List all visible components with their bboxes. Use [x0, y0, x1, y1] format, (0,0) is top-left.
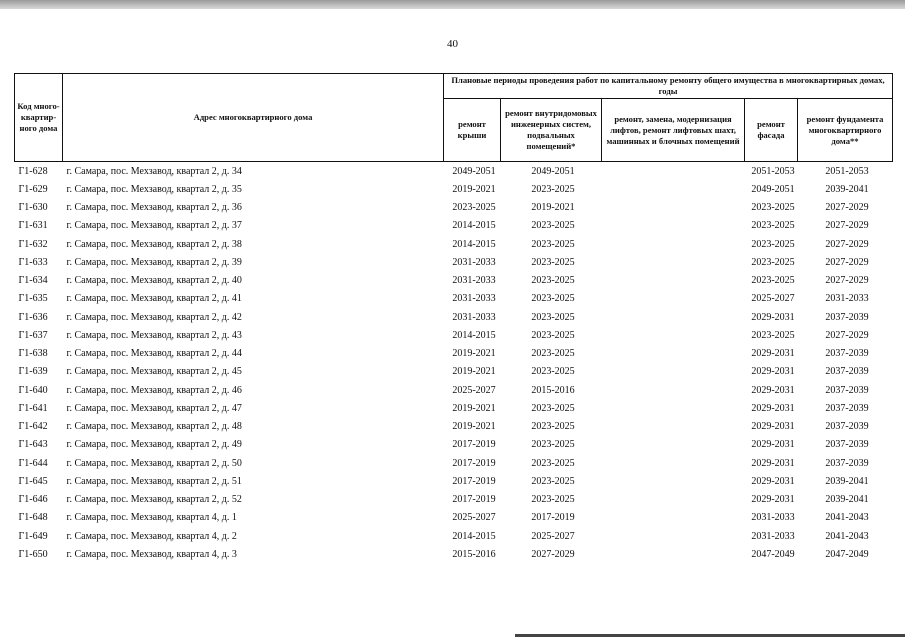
table-body	[15, 162, 893, 564]
cell-code: Г1-639	[18, 366, 48, 378]
cell-facade: 2029-2031	[751, 421, 795, 433]
cell-systems: 2023-2025	[531, 311, 575, 323]
header-systems: ремонт внутридомовых инженерных систем, подвальных помещений*	[501, 99, 602, 162]
cell-facade: 2051-2053	[745, 162, 798, 181]
cell-lifts	[602, 180, 745, 198]
cell-address: г. Самара, пос. Мехзавод, квартал 4, д. 2	[66, 530, 237, 542]
cell-foundation: 2037-2039	[825, 421, 869, 433]
cell-facade: 2029-2031	[751, 457, 795, 469]
cell-foundation: 2037-2039	[825, 439, 869, 451]
cell-code: Г1-637	[18, 329, 48, 341]
cell-code: Г1-633	[18, 256, 48, 268]
cell-lifts	[602, 399, 745, 417]
cell-systems: 2017-2019	[531, 512, 575, 524]
cell-address: г. Самара, пос. Мехзавод, квартал 2, д. 37	[66, 220, 242, 232]
cell-systems: 2019-2021	[531, 202, 575, 214]
cell-roof: 2015-2016	[452, 548, 496, 560]
cell-lifts	[602, 253, 745, 271]
cell-address: г. Самара, пос. Мехзавод, квартал 2, д. 34	[63, 162, 444, 181]
cell-address: г. Самара, пос. Мехзавод, квартал 2, д. 50	[66, 457, 242, 469]
cell-roof: 2031-2033	[452, 256, 496, 268]
cell-facade: 2023-2025	[751, 329, 795, 341]
header-address: Адрес многоквартирного дома	[63, 74, 444, 162]
table-row	[15, 272, 893, 290]
cell-foundation: 2039-2041	[825, 494, 869, 506]
cell-facade: 2029-2031	[751, 494, 795, 506]
cell-systems: 2023-2025	[531, 421, 575, 433]
table-row	[15, 326, 893, 344]
cell-systems: 2023-2025	[531, 238, 575, 250]
cell-lifts	[602, 418, 745, 436]
cell-facade: 2047-2049	[751, 548, 795, 560]
cell-roof: 2025-2027	[452, 512, 496, 524]
cell-address: г. Самара, пос. Мехзавод, квартал 2, д. 44	[66, 348, 242, 360]
cell-address: г. Самара, пос. Мехзавод, квартал 2, д. 45	[66, 366, 242, 378]
cell-foundation: 2041-2043	[825, 512, 869, 524]
cell-address: г. Самара, пос. Мехзавод, квартал 2, д. 49	[66, 439, 242, 451]
header-roof: ремонт крыши	[444, 99, 501, 162]
header-lifts: ремонт, замена, модернизация лифтов, ремонт лифтовых шахт, машинных и блочных помещений	[602, 99, 745, 162]
cell-lifts	[602, 290, 745, 308]
table-row	[15, 180, 893, 198]
cell-lifts	[602, 162, 745, 181]
table-row	[15, 235, 893, 253]
cell-code: Г1-642	[18, 421, 48, 433]
cell-roof: 2014-2015	[452, 238, 496, 250]
cell-systems: 2049-2051	[501, 162, 602, 181]
cell-systems: 2023-2025	[531, 348, 575, 360]
cell-lifts	[602, 308, 745, 326]
cell-foundation: 2027-2029	[825, 202, 869, 214]
cell-foundation: 2047-2049	[825, 548, 869, 560]
cell-address: г. Самара, пос. Мехзавод, квартал 2, д. 51	[66, 475, 242, 487]
cell-lifts	[602, 381, 745, 399]
header-periods: Плановые периоды проведения работ по капитальному ремонту общего имущества в многоквартирных домах, годы	[444, 74, 893, 99]
cell-address: г. Самара, пос. Мехзавод, квартал 2, д. 38	[66, 238, 242, 250]
cell-code: Г1-636	[18, 311, 48, 323]
cell-roof: 2023-2025	[452, 202, 496, 214]
cell-code: Г1-650	[18, 548, 48, 560]
cell-foundation: 2027-2029	[825, 275, 869, 287]
cell-code: Г1-641	[18, 402, 48, 414]
cell-code: Г1-640	[18, 384, 48, 396]
cell-foundation: 2037-2039	[825, 457, 869, 469]
table-row	[15, 253, 893, 271]
table-row	[15, 381, 893, 399]
cell-systems: 2023-2025	[531, 494, 575, 506]
cell-foundation: 2027-2029	[825, 329, 869, 341]
table-row	[15, 399, 893, 417]
cell-roof: 2017-2019	[452, 475, 496, 487]
cell-facade: 2031-2033	[751, 530, 795, 542]
table-row	[15, 509, 893, 527]
cell-address: г. Самара, пос. Мехзавод, квартал 2, д. 35	[66, 183, 242, 195]
cell-systems: 2023-2025	[531, 275, 575, 287]
cell-address: г. Самара, пос. Мехзавод, квартал 2, д. 43	[66, 329, 242, 341]
cell-systems: 2023-2025	[531, 256, 575, 268]
cell-roof: 2049-2051	[444, 162, 501, 181]
cell-foundation: 2037-2039	[825, 384, 869, 396]
cell-lifts	[602, 509, 745, 527]
cell-foundation: 2037-2039	[825, 366, 869, 378]
cell-facade: 2023-2025	[751, 238, 795, 250]
header-code: Код много-квартир-ного дома	[15, 74, 63, 162]
cell-systems: 2023-2025	[531, 475, 575, 487]
cell-facade: 2029-2031	[751, 439, 795, 451]
cell-lifts	[602, 345, 745, 363]
table-row	[15, 472, 893, 490]
cell-lifts	[602, 272, 745, 290]
cell-address: г. Самара, пос. Мехзавод, квартал 2, д. 42	[66, 311, 242, 323]
cell-code: Г1-646	[18, 494, 48, 506]
cell-foundation: 2041-2043	[825, 530, 869, 542]
cell-roof: 2017-2019	[452, 494, 496, 506]
cell-address: г. Самара, пос. Мехзавод, квартал 4, д. 1	[66, 512, 237, 524]
cell-address: г. Самара, пос. Мехзавод, квартал 2, д. 47	[66, 402, 242, 414]
cell-facade: 2031-2033	[751, 512, 795, 524]
cell-address: г. Самара, пос. Мехзавод, квартал 2, д. 41	[66, 293, 242, 305]
cell-code: Г1-629	[18, 183, 48, 195]
cell-facade: 2029-2031	[751, 311, 795, 323]
cell-code: Г1-631	[18, 220, 48, 232]
cell-roof: 2014-2015	[452, 220, 496, 232]
cell-foundation: 2037-2039	[825, 311, 869, 323]
cell-systems: 2027-2029	[531, 548, 575, 560]
cell-address: г. Самара, пос. Мехзавод, квартал 4, д. 3	[66, 548, 237, 560]
table-row	[15, 217, 893, 235]
cell-lifts	[602, 235, 745, 253]
cell-code: Г1-643	[18, 439, 48, 451]
cell-code: Г1-628	[15, 162, 63, 181]
cell-systems: 2023-2025	[531, 457, 575, 469]
cell-address: г. Самара, пос. Мехзавод, квартал 2, д. 39	[66, 256, 242, 268]
cell-address: г. Самара, пос. Мехзавод, квартал 2, д. 36	[66, 202, 242, 214]
cell-systems: 2023-2025	[531, 439, 575, 451]
scan-top-edge	[0, 0, 905, 9]
cell-facade: 2029-2031	[751, 348, 795, 360]
table-header-main-row	[15, 74, 893, 99]
table-row	[15, 454, 893, 472]
cell-roof: 2025-2027	[452, 384, 496, 396]
header-foundation: ремонт фундамента многоквартирного дома**	[798, 99, 893, 162]
cell-address: г. Самара, пос. Мехзавод, квартал 2, д. 46	[66, 384, 242, 396]
cell-roof: 2031-2033	[452, 311, 496, 323]
cell-systems: 2023-2025	[531, 293, 575, 305]
cell-roof: 2017-2019	[452, 457, 496, 469]
table-row	[15, 545, 893, 563]
cell-foundation: 2031-2033	[825, 293, 869, 305]
cell-foundation: 2051-2053	[798, 162, 893, 181]
cell-address: г. Самара, пос. Мехзавод, квартал 2, д. 48	[66, 421, 242, 433]
table-row	[15, 527, 893, 545]
cell-lifts	[602, 217, 745, 235]
cell-code: Г1-632	[18, 238, 48, 250]
table-row	[15, 491, 893, 509]
cell-lifts	[602, 363, 745, 381]
cell-code: Г1-644	[18, 457, 48, 469]
cell-roof: 2019-2021	[452, 366, 496, 378]
cell-facade: 2049-2051	[751, 183, 795, 195]
cell-systems: 2025-2027	[531, 530, 575, 542]
cell-facade: 2023-2025	[751, 256, 795, 268]
cell-facade: 2029-2031	[751, 366, 795, 378]
table-row	[15, 290, 893, 308]
cell-facade: 2025-2027	[751, 293, 795, 305]
cell-foundation: 2037-2039	[825, 348, 869, 360]
cell-lifts	[602, 436, 745, 454]
repair-schedule-table	[14, 73, 893, 564]
cell-facade: 2023-2025	[751, 275, 795, 287]
cell-roof: 2019-2021	[452, 348, 496, 360]
header-facade: ремонт фасада	[745, 99, 798, 162]
cell-code: Г1-638	[18, 348, 48, 360]
cell-foundation: 2027-2029	[825, 256, 869, 268]
cell-facade: 2029-2031	[751, 384, 795, 396]
cell-facade: 2023-2025	[751, 202, 795, 214]
table-row	[15, 345, 893, 363]
cell-code: Г1-630	[18, 202, 48, 214]
page-number: 40	[447, 38, 458, 50]
cell-roof: 2019-2021	[452, 402, 496, 414]
cell-roof: 2014-2015	[452, 530, 496, 542]
cell-roof: 2014-2015	[452, 329, 496, 341]
table-row	[15, 418, 893, 436]
cell-facade: 2023-2025	[751, 220, 795, 232]
cell-roof: 2031-2033	[452, 275, 496, 287]
table-row	[15, 308, 893, 326]
cell-lifts	[602, 491, 745, 509]
cell-foundation: 2039-2041	[825, 475, 869, 487]
cell-code: Г1-635	[18, 293, 48, 305]
cell-address: г. Самара, пос. Мехзавод, квартал 2, д. 52	[66, 494, 242, 506]
cell-systems: 2015-2016	[531, 384, 575, 396]
cell-systems: 2023-2025	[531, 366, 575, 378]
cell-lifts	[602, 527, 745, 545]
cell-code: Г1-645	[18, 475, 48, 487]
cell-lifts	[602, 472, 745, 490]
scan-bottom-edge	[515, 634, 905, 637]
table-row	[15, 162, 893, 181]
table-row	[15, 436, 893, 454]
cell-systems: 2023-2025	[531, 220, 575, 232]
cell-roof: 2019-2021	[452, 183, 496, 195]
cell-lifts	[602, 326, 745, 344]
cell-foundation: 2039-2041	[825, 183, 869, 195]
cell-lifts	[602, 545, 745, 563]
cell-roof: 2031-2033	[452, 293, 496, 305]
cell-roof: 2017-2019	[452, 439, 496, 451]
cell-facade: 2029-2031	[751, 402, 795, 414]
cell-address: г. Самара, пос. Мехзавод, квартал 2, д. 40	[66, 275, 242, 287]
cell-code: Г1-634	[18, 275, 48, 287]
table-row	[15, 199, 893, 217]
cell-lifts	[602, 199, 745, 217]
table-row	[15, 363, 893, 381]
cell-foundation: 2037-2039	[825, 402, 869, 414]
cell-systems: 2023-2025	[531, 402, 575, 414]
cell-code: Г1-648	[18, 512, 48, 524]
cell-lifts	[602, 454, 745, 472]
cell-facade: 2029-2031	[751, 475, 795, 487]
cell-code: Г1-649	[18, 530, 48, 542]
cell-roof: 2019-2021	[452, 421, 496, 433]
cell-systems: 2023-2025	[531, 183, 575, 195]
cell-systems: 2023-2025	[531, 329, 575, 341]
cell-foundation: 2027-2029	[825, 238, 869, 250]
cell-foundation: 2027-2029	[825, 220, 869, 232]
